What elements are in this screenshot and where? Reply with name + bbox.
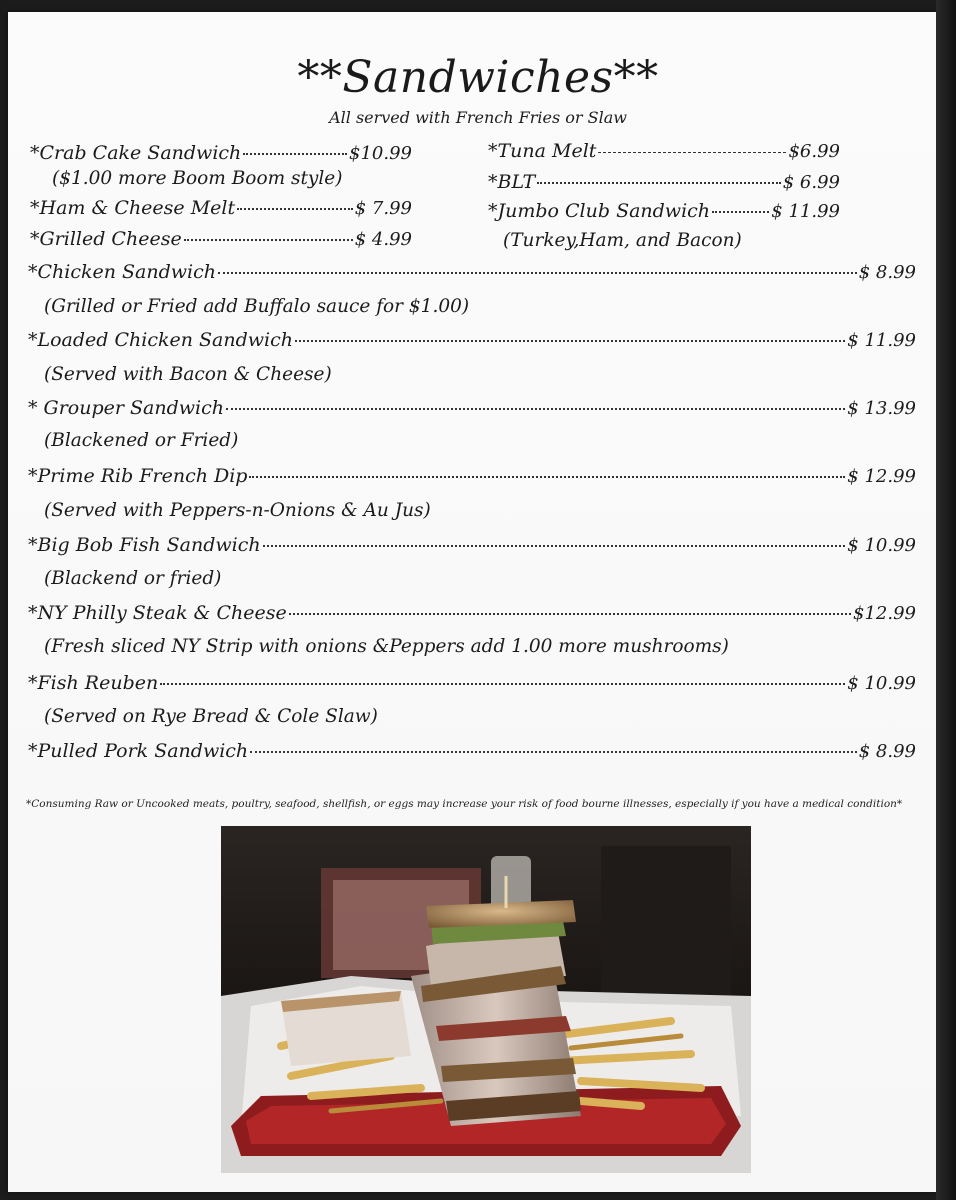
binder-edge (936, 0, 956, 1200)
item-note: (Fresh sliced NY Strip with onions &Peppers add 1.00 more mushrooms) (44, 636, 729, 657)
item-price: $12.99 (853, 603, 916, 624)
item-price: $ 13.99 (847, 398, 916, 419)
leader-dots (226, 408, 845, 410)
item-price: $ 11.99 (771, 201, 840, 222)
item-note: (Served with Bacon & Cheese) (44, 364, 332, 385)
leader-dots (295, 340, 845, 342)
item-name: *BLT (488, 171, 536, 193)
item-price: $ 7.99 (354, 198, 412, 219)
menu-subtitle: All served with French Fries or Slaw (329, 108, 627, 127)
leader-dots (263, 545, 846, 547)
item-price: $10.99 (349, 143, 412, 164)
item-name: *Tuna Melt (488, 140, 597, 162)
item-name: *Prime Rib French Dip (28, 465, 248, 487)
item-price: $ 6.99 (782, 172, 840, 193)
item-name: *Grilled Cheese (30, 228, 182, 250)
item-name: * Grouper Sandwich (28, 397, 224, 419)
menu-item-ny-philly (28, 602, 916, 624)
item-name: *Loaded Chicken Sandwich (28, 329, 293, 351)
menu-title: **Sandwiches** (297, 52, 659, 103)
leader-dashes (598, 152, 786, 153)
item-note: (Served on Rye Bread & Cole Slaw) (44, 706, 378, 727)
item-note: (Blackend or fried) (44, 568, 222, 589)
menu-item-chicken-sandwich (28, 261, 916, 283)
item-name: *Ham & Cheese Melt (30, 197, 236, 219)
leader-dots (712, 211, 769, 213)
item-note: (Grilled or Fried add Buffalo sauce for $1.00) (44, 296, 470, 317)
item-name: *Big Bob Fish Sandwich (28, 534, 261, 556)
item-note: (Served with Peppers-n-Onions & Au Jus) (44, 500, 431, 521)
leader-dots (160, 683, 845, 685)
item-name: *Jumbo Club Sandwich (488, 200, 711, 222)
menu-item-jumbo-club (488, 200, 840, 222)
item-price: $ 10.99 (847, 535, 916, 556)
item-note: (Turkey,Ham, and Bacon) (503, 230, 742, 251)
leader-dots (243, 153, 347, 155)
leader-dots (289, 613, 851, 615)
item-note: ($1.00 more Boom Boom style) (52, 168, 343, 189)
leader-dots (184, 239, 353, 241)
menu-item-loaded-chicken (28, 329, 916, 351)
item-name: *NY Philly Steak & Cheese (28, 602, 287, 624)
item-name: *Fish Reuben (28, 672, 159, 694)
item-name: *Chicken Sandwich (28, 261, 216, 283)
food-safety-disclaimer: *Consuming Raw or Uncooked meats, poultry, seafood, shellfish, or eggs may increase your risk of food bourne illnesses, especially if you have a medical condition* (26, 798, 903, 810)
menu-item-pulled-pork (28, 740, 916, 762)
leader-dots (237, 208, 353, 210)
leader-dots (537, 182, 781, 184)
menu-item-ham-cheese (30, 197, 412, 219)
item-price: $ 11.99 (847, 330, 916, 351)
item-name: *Pulled Pork Sandwich (28, 740, 249, 762)
leader-dots (249, 476, 845, 478)
menu-item-grilled-cheese (30, 228, 412, 250)
sandwich-photo (221, 826, 751, 1173)
leader-dots (218, 272, 857, 274)
menu-item-grouper (28, 397, 916, 419)
leader-dots (250, 751, 857, 753)
item-price: $ 8.99 (858, 262, 916, 283)
menu-item-blt (488, 171, 840, 193)
menu-item-fish-reuben (28, 672, 916, 694)
item-note: (Blackened or Fried) (44, 430, 239, 451)
item-price: $ 4.99 (354, 229, 412, 250)
menu-item-big-bob-fish (28, 534, 916, 556)
menu-item-tuna-melt (488, 140, 840, 162)
item-price: $6.99 (788, 141, 840, 162)
menu-item-crab-cake (30, 142, 412, 164)
item-price: $ 8.99 (858, 741, 916, 762)
menu-item-prime-rib (28, 465, 916, 487)
item-price: $ 12.99 (847, 466, 916, 487)
item-name: *Crab Cake Sandwich (30, 142, 242, 164)
item-price: $ 10.99 (847, 673, 916, 694)
